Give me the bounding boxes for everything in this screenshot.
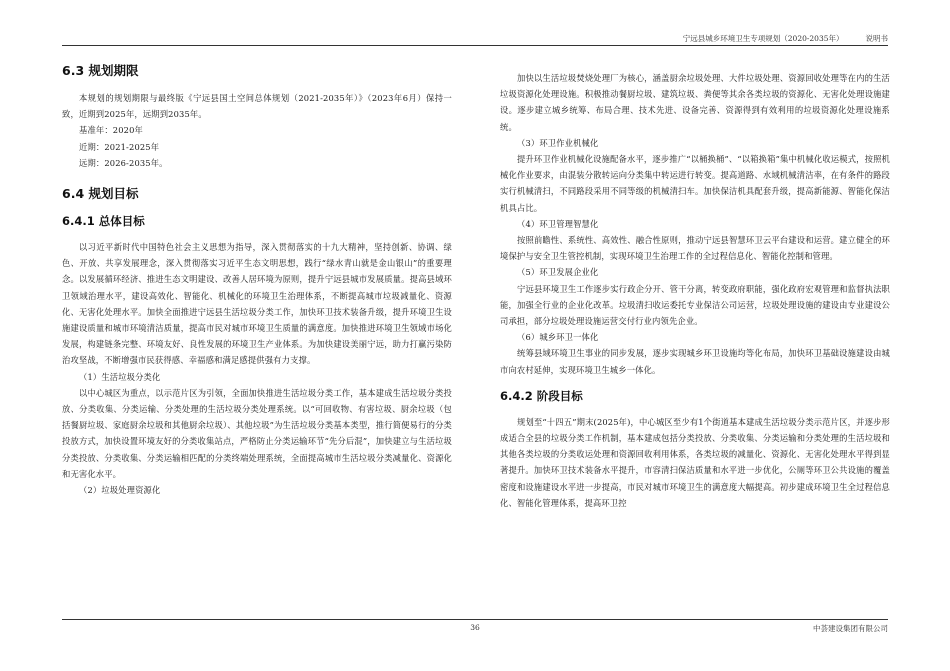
heading-6-3: 6.3 规划期限 [62,63,139,78]
item-1-heading: （1）生活垃圾分类化 [79,371,161,382]
item-6-heading: （6）城乡环卫一体化 [517,332,599,343]
paragraph-planning-period: 本规划的规划期限与最终版《宁远县国土空间总体规划（2021-2035年）》（2023年6月）保持一致，近期到2025年，远期到2035年。 [62,93,452,120]
near-term-line: 近期：2021-2025年 [79,141,160,152]
section-label: 说明书 [865,34,888,43]
paragraph-item-3: 提升环卫作业机械化设施配备水平，逐步推广“以桶换桶”、“以箱换箱”集中机械化收运模式，按照机械化作业要求，由混装分散转运向分类集中转运进行转变。提高道路、水域机械清洁率，在有条件的路段实行机械清扫，不同路段采用不同等级的机械清扫车。加快保洁机具配套升级，提高新能源、智能化保洁机具占比。 [500,154,890,213]
long-term-line: 远期：2026-2035年。 [79,157,168,168]
paragraph-item-6: 统筹县域环境卫生事业的同步发展，逐步实现城乡环卫设施均等化布局，加快环卫基础设施建设由城市向农村延伸，实现环境卫生城乡一体化。 [500,348,890,375]
company-name: 中荟建设集团有限公司 [813,624,888,633]
running-header [683,33,888,44]
paragraph-overall-goal: 以习近平新时代中国特色社会主义思想为指导，深入贯彻落实的十九大精神，坚持创新、协调、绿色、开放、共享发展理念，深入贯彻落实习近平生态文明思想，践行“绿水青山就是金山银山”的重要理念。以发展循环经济、推进生态文明建设、改善人居环境为原则，提升宁远县城市发展质量。提高县域环卫领域治理水平，建设高效化、智能化、机械化的环境卫生治理体系，不断提高城市垃圾减量化、资源化、无害化处理水平。加快全面推进宁远县生活垃圾分类工作，加快环卫技术装备升级，提升环境卫生设施建设质量和城市环境清洁质量，提高市民对城市环境卫生质量的满意度。加快推进环境卫生领域市场化发展，构建链条完整、环境友好、良性发展的环境卫生产业体系。为加快建设美丽宁远，助力打赢污染防治攻坚战，不断增强市民获得感、幸福感和满足感提供强有力支撑。 [62,242,452,366]
base-year-line: 基准年：2020年 [79,125,143,136]
page-number: 36 [470,623,480,632]
item-4-heading: （4）环卫管理智慧化 [517,218,599,229]
paragraph-item-1: 以中心城区为重点，以示范片区为引领，全面加快推进生活垃圾分类工作，基本建成生活垃圾分类投放、分类收集、分类运输、分类处理的生活垃圾分类处理系统。以“可回收物、有害垃圾、厨余垃圾（包括餐厨垃圾、家庭厨余垃圾和其他厨余垃圾）、其他垃圾”为生活垃圾分类基本类型，推行简便易行的分类投放方式，加快设置环境友好的分类收集站点，严格防止分类运输环节“先分后混”，加快建立与生活垃圾分类投放、分类收集、分类运输相匹配的分类终端处理系统，全面提高城市生活垃圾分类减量化、资源化和无害化水平。 [62,387,452,479]
paragraph-item-5: 宁远县环境卫生工作逐步实行政企分开、管干分离，转变政府职能，强化政府宏观管理和监督执法职能，加强全行业的企业化改革。垃圾清扫收运委托专业保洁公司运营，垃圾处理设施的建设由专业建设公司承担，部分垃圾处理设施运营交付行业内领先企业。 [500,283,890,327]
document-title: 宁远县城乡环境卫生专项规划（2020-2035年） [682,34,844,43]
heading-6-4-2: 6.4.2 阶段目标 [500,388,583,403]
paragraph-item-2: 加快以生活垃圾焚烧处理厂为核心，涵盖厨余垃圾处理、大件垃圾处理、资源回收处理等在内的生活垃圾资源化处理设施。积极推动餐厨垃圾、建筑垃圾、粪便等其余各类垃圾的资源化、无害化处理设施建设。逐步建立城乡统筹、布局合理、技术先进、设备完善、资源得到有效利用的垃圾资源化处理设施系统。 [500,73,890,132]
right-column [500,70,890,511]
heading-6-4-1: 6.4.1 总体目标 [62,214,145,229]
heading-6-4: 6.4 规划目标 [62,186,139,202]
item-2-heading: （2）垃圾处理资源化 [79,485,161,496]
header-rule [62,45,888,46]
left-column [62,64,452,498]
paragraph-stage-goal: 规划至“十四五”期末(2025年)，中心城区至少有1个街道基本建成生活垃圾分类示范片区，并逐步形成适合全县的垃圾分类工作机制，基本建成包括分类投放、分类收集、分类运输和分类处理的生活垃圾和其他各类垃圾的分类收运处理和资源回收利用体系，各类垃圾的减量化、资源化、无害化处理水平得到显著提升。加快环卫技术装备水平提升，市容清扫保洁质量和水平进一步优化，公厕等环卫公共设施的覆盖密度和设施建设水平进一步提高，市民对城市环境卫生的满意度大幅提高。初步建成环境卫生全过程信息化、智能化管理体系，提高环卫控 [500,416,890,508]
item-5-heading: （5）环卫发展企业化 [517,267,599,278]
item-3-heading: （3）环卫作业机械化 [517,137,599,148]
paragraph-item-4: 按照前瞻性、系统性、高效性、融合性原则，推动宁远县智慧环卫云平台建设和运营。建立健全的环境保护与安全卫生管控机制，实现环境卫生治理工作的全过程信息化、智能化控制和管理。 [500,235,890,262]
footer-rule [62,619,888,620]
